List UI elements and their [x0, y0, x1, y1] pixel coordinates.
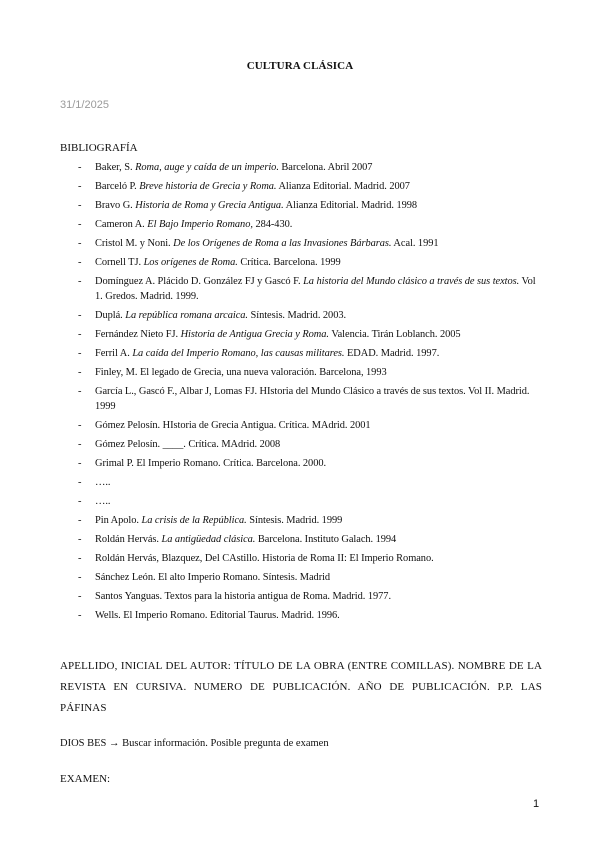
bibliography-entry: [78, 551, 540, 566]
list-bullet: -: [78, 367, 82, 379]
bibliography-entry: [78, 160, 540, 175]
entry-text: Cristol M. y Noni.: [95, 238, 174, 249]
list-bullet: -: [78, 200, 82, 211]
list-bullet: -: [78, 439, 82, 451]
entry-publication: Valencia. Tirán Loblanch. 2005: [328, 329, 461, 341]
list-bullet: -: [78, 329, 82, 341]
entry-text: Cameron A.: [95, 219, 148, 230]
entry-text: Duplá.: [95, 310, 126, 322]
entry-text: Finley, M. El legado de Grecia, una nueva valoración. Barcelona, 1993: [95, 367, 387, 379]
list-bullet: -: [78, 534, 82, 546]
entry-text: Ferril A.: [95, 348, 133, 360]
bibliography-entry: [78, 308, 540, 323]
entry-text: Domínguez A. Plácido D. González FJ y Gascó F.: [95, 276, 304, 287]
bibliography-entry: [78, 236, 540, 251]
entry-text: Santos Yanguas. Textos para la historia antigua de Roma. Madrid. 1977.: [95, 591, 392, 603]
entry-text: Pin Apolo.: [95, 515, 142, 527]
list-bullet: -: [78, 553, 82, 565]
list-bullet: -: [78, 477, 82, 489]
entry-publication: Síntesis. Madrid. 1999: [246, 515, 343, 527]
entry-publication: Vol 1. Gredos. Madrid. 1999.: [95, 276, 536, 303]
entry-title: La caída del Imperio Romano, las causas militares.: [132, 348, 345, 360]
list-bullet: -: [78, 276, 82, 287]
entry-title: Roma, auge y caída de un imperio.: [135, 162, 279, 173]
entry-title: El Bajo Imperio Romano,: [147, 219, 253, 230]
entry-text: Baker, S.: [95, 162, 136, 173]
entry-text: García L., Gascó F., Albar J, Lomas FJ. HIstoria del Mundo Clásico a través de sus textos. Vol II. Madrid. 1999: [95, 386, 530, 413]
list-bullet: -: [78, 386, 82, 398]
document-date: 31/1/2025: [60, 99, 109, 111]
entry-text: Grimal P. El Imperio Romano. Crítica. Barcelona. 2000.: [95, 458, 327, 470]
bibliography-entry: [78, 532, 540, 547]
dios-bes-note: DIOS BES → Buscar información. Posible pregunta de examen: [60, 738, 329, 749]
bibliography-entry: [78, 179, 540, 194]
list-bullet: -: [78, 219, 82, 230]
list-bullet: -: [78, 162, 82, 173]
list-bullet: -: [78, 610, 82, 622]
entry-title: Los orígenes de Roma.: [143, 257, 238, 268]
bibliography-entry: [78, 513, 540, 528]
list-bullet: -: [78, 348, 82, 360]
entry-publication: Barcelona. Instituto Galach. 1994: [255, 534, 397, 546]
entry-title: La crisis de la República.: [141, 515, 247, 527]
entry-publication: Barcelona. Abril 2007: [278, 162, 373, 173]
entry-text: Wells. El Imperio Romano. Editorial Taurus. Madrid. 1996.: [95, 610, 340, 622]
entry-text: Cornell TJ.: [95, 257, 144, 268]
list-bullet: -: [78, 496, 82, 508]
entry-title: La república romana arcaica.: [125, 310, 248, 322]
entry-text: Bravo G.: [95, 200, 136, 211]
entry-title: La historia del Mundo clásico a través de sus textos.: [303, 276, 520, 287]
entry-publication: EDAD. Madrid. 1997.: [344, 348, 440, 360]
entry-text: …..: [95, 477, 111, 489]
citation-format-note: APELLIDO, INICIAL DEL AUTOR: TÍTULO DE LA OBRA (ENTRE COMILLAS). NOMBRE DE LA REVISTA EN CURSIVA. NUMERO DE PUBLICACIÓN. AÑO DE PUBLICACIÓN. P.P. LAS PÁFINAS: [60, 660, 542, 714]
entry-text: Roldán Hervás, Blazquez, Del CAstillo. Historia de Roma II: El Imperio Romano.: [95, 553, 434, 565]
bibliography-entry: [78, 437, 540, 452]
list-bullet: -: [78, 458, 82, 470]
list-bullet: -: [78, 591, 82, 603]
list-bullet: -: [78, 515, 82, 527]
bibliography-heading: BIBLIOGRAFÍA: [60, 142, 138, 154]
entry-text: Fernández Nieto FJ.: [95, 329, 181, 341]
entry-publication: Síntesis. Madrid. 2003.: [247, 310, 347, 322]
bibliography-entry: [78, 274, 540, 304]
bibliography-entry: [78, 346, 540, 361]
page-number: 1: [533, 798, 540, 810]
examen-heading: EXAMEN:: [60, 773, 111, 785]
bibliography-entry: [78, 589, 540, 604]
bibliography-entry: [78, 255, 540, 270]
list-bullet: -: [78, 181, 82, 192]
bibliography-entry: [78, 327, 540, 342]
list-bullet: -: [78, 238, 82, 249]
entry-text: …..: [95, 496, 111, 508]
entry-text: Gómez Pelosín. ____. Crítica. MAdrid. 2008: [95, 439, 281, 451]
entry-publication: Alianza Editorial. Madrid. 1998: [283, 200, 418, 211]
bibliography-entry: [78, 456, 540, 471]
entry-title: Breve historia de Grecia y Roma.: [139, 181, 277, 192]
bibliography-entry: [78, 475, 540, 490]
bibliography-entry: [78, 365, 540, 380]
entry-title: De los Orígenes de Roma a las Invasiones Bárbaras.: [173, 238, 392, 249]
entry-publication: Acal. 1991: [391, 238, 439, 249]
entry-text: Gómez Pelosín. HIstoria de Grecia Antigua. Crítica. MAdrid. 2001: [95, 420, 371, 432]
entry-title: Historia de Roma y Grecia Antigua.: [135, 200, 284, 211]
bibliography-entry: [78, 570, 540, 585]
entry-text: Barceló P.: [95, 181, 140, 192]
bibliography-entry: [78, 198, 540, 213]
bibliography-entry: [78, 384, 540, 414]
entry-title: La antigüedad clásica.: [161, 534, 256, 546]
bibliography-entry: [78, 494, 540, 509]
entry-text: Sánchez León. El alto Imperio Romano. Síntesis. Madrid: [95, 572, 331, 584]
list-bullet: -: [78, 257, 82, 268]
bibliography-entry: [78, 418, 540, 433]
entry-text: Roldán Hervás.: [95, 534, 162, 546]
list-bullet: -: [78, 420, 82, 432]
entry-publication: Crítica. Barcelona. 1999: [237, 257, 341, 268]
entry-publication: Alianza Editorial. Madrid. 2007: [276, 181, 410, 192]
document-title: CULTURA CLÁSICA: [246, 60, 354, 72]
bibliography-list: [78, 160, 540, 627]
entry-publication: 284-430.: [252, 219, 293, 230]
list-bullet: -: [78, 572, 82, 584]
bibliography-entry: [78, 608, 540, 623]
list-bullet: -: [78, 310, 82, 322]
bibliography-entry: [78, 217, 540, 232]
entry-title: Historia de Antigua Grecia y Roma.: [180, 329, 329, 341]
